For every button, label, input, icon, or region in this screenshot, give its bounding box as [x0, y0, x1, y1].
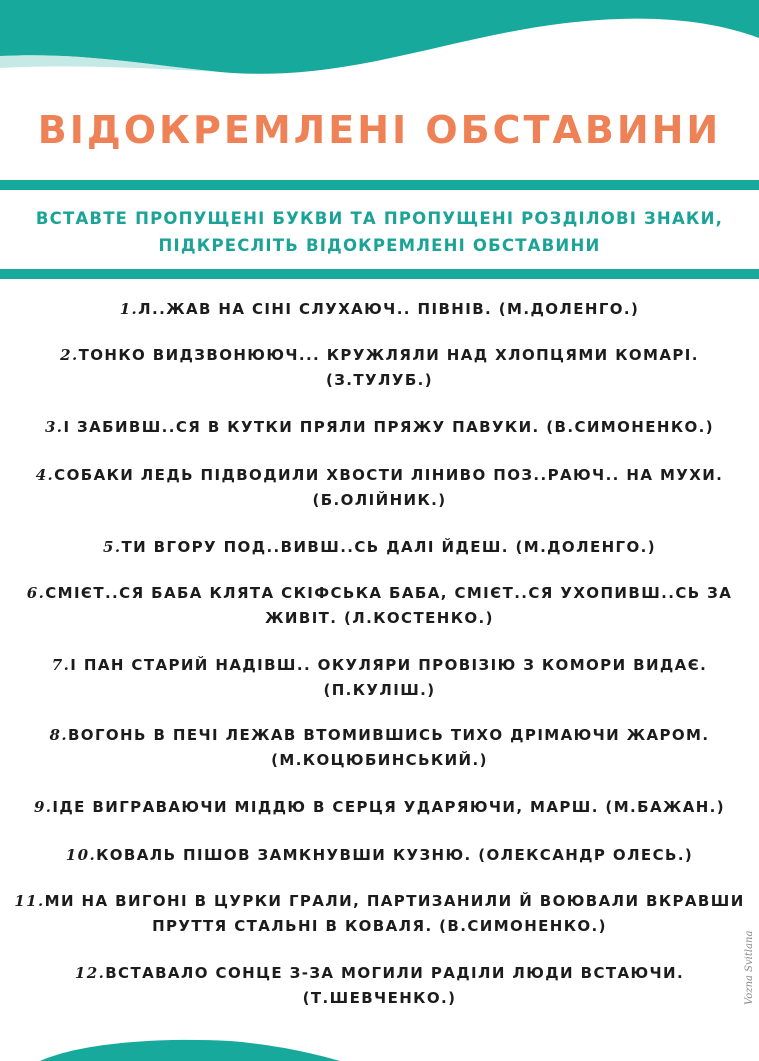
exercise-text: МИ НА ВИГОНІ В ЦУРКИ ГРАЛИ, ПАРТИЗАНИЛИ Й ВОЮВАЛИ ВКРАВШИ — [44, 892, 745, 910]
exercise-number: 6. — [26, 584, 46, 602]
exercise-item — [0, 415, 759, 440]
exercise-number: 3. — [44, 418, 64, 436]
divider-band-top — [0, 180, 759, 190]
exercise-text: ТОНКО ВИДЗВОНЮЮЧ... КРУЖЛЯЛИ НАД ХЛОПЦЯМИ КОМАРІ. — [78, 346, 699, 364]
exercise-text: ІДЕ ВИГРАВАЮЧИ МІДДЮ В СЕРЦЯ УДАРЯЮЧИ, МАРШ. (М.БАЖАН.) — [52, 798, 726, 816]
exercise-number: 11. — [14, 892, 45, 910]
page-title: ВІДОКРЕМЛЕНІ ОБСТАВИНИ — [37, 108, 722, 152]
exercise-item — [0, 961, 759, 1011]
exercise-text: СОБАКИ ЛЕДЬ ПІДВОДИЛИ ХВОСТИ ЛІНИВО ПОЗ..РАЮЧ.. НА МУХИ. — [54, 466, 724, 484]
exercise-text: І ПАН СТАРИЙ НАДІВШ.. ОКУЛЯРИ ПРОВІЗІЮ З КОМОРИ ВИДАЄ. — [70, 656, 708, 674]
exercise-item — [0, 889, 759, 939]
exercise-number: 10. — [65, 846, 97, 864]
exercise-text: СМІЄТ..СЯ БАБА КЛЯТА СКІФСЬКА БАБА, СМІЄТ..СЯ УХОПИВШ..СЬ ЗА — [45, 584, 733, 602]
exercise-item — [0, 297, 759, 322]
exercise-number: 12. — [74, 964, 106, 982]
exercise-text: ВОГОНЬ В ПЕЧІ ЛЕЖАВ ВТОМИВШИСЬ ТИХО ДРІМАЮЧИ ЖАРОМ. — [67, 726, 710, 744]
exercise-item — [0, 535, 759, 560]
author-watermark: Vozna Svitlana — [744, 930, 755, 1005]
exercise-item — [0, 723, 759, 773]
exercise-number: 2. — [60, 346, 79, 364]
exercise-item — [0, 843, 759, 868]
exercise-number: 1. — [119, 300, 139, 318]
exercise-number: 4. — [35, 466, 55, 484]
exercise-source: (З.ТУЛУБ.) — [325, 371, 434, 389]
exercise-item — [0, 463, 759, 513]
bottom-wave-decoration — [0, 1035, 759, 1061]
exercise-text: КОВАЛЬ ПІШОВ ЗАМКНУВШИ КУЗНЮ. (ОЛЕКСАНДР ОЛЕСЬ.) — [96, 846, 694, 864]
exercise-source: (Т.ШЕВЧЕНКО.) — [302, 989, 457, 1007]
exercise-source: (М.КОЦЮБИНСЬКИЙ.) — [271, 751, 488, 769]
exercise-source: ЖИВІТ. (Л.КОСТЕНКО.) — [265, 609, 494, 627]
exercise-text: І ЗАБИВШ..СЯ В КУТКИ ПРЯЛИ ПРЯЖУ ПАВУКИ. (В.СИМОНЕНКО.) — [63, 418, 715, 436]
exercise-item — [0, 581, 759, 631]
exercise-number: 7. — [51, 656, 71, 674]
top-wave-decoration — [0, 0, 759, 100]
exercise-source: (П.КУЛІШ.) — [323, 681, 436, 699]
exercise-source: ПРУТТЯ СТАЛЬНІ В КОВАЛЯ. (В.СИМОНЕНКО.) — [152, 917, 607, 935]
exercise-item — [0, 653, 759, 703]
exercise-number: 9. — [33, 798, 53, 816]
exercise-text: ВСТАВАЛО СОНЦЕ З-ЗА МОГИЛИ РАДІЛИ ЛЮДИ ВСТАЮЧИ. — [105, 964, 685, 982]
exercise-source: (Б.ОЛІЙНИК.) — [312, 491, 447, 509]
exercise-text: ТИ ВГОРУ ПОД..ВИВШ..СЬ ДАЛІ ЙДЕШ. (М.ДОЛЕНГО.) — [121, 538, 657, 556]
exercise-item — [0, 795, 759, 820]
instruction-line-1: ВСТАВТЕ ПРОПУЩЕНІ БУКВИ ТА ПРОПУЩЕНІ РОЗДІЛОВІ ЗНАКИ, — [35, 209, 724, 228]
instruction-text — [0, 205, 759, 259]
exercise-text: Л..ЖАВ НА СІНІ СЛУХАЮЧ.. ПІВНІВ. (М.ДОЛЕНГО.) — [138, 300, 640, 318]
divider-band-bottom — [0, 269, 759, 279]
exercise-number: 8. — [49, 726, 68, 744]
instruction-line-2: ПІДКРЕСЛІТЬ ВІДОКРЕМЛЕНІ ОБСТАВИНИ — [158, 236, 601, 255]
exercise-number: 5. — [102, 538, 122, 556]
exercise-item — [0, 343, 759, 393]
